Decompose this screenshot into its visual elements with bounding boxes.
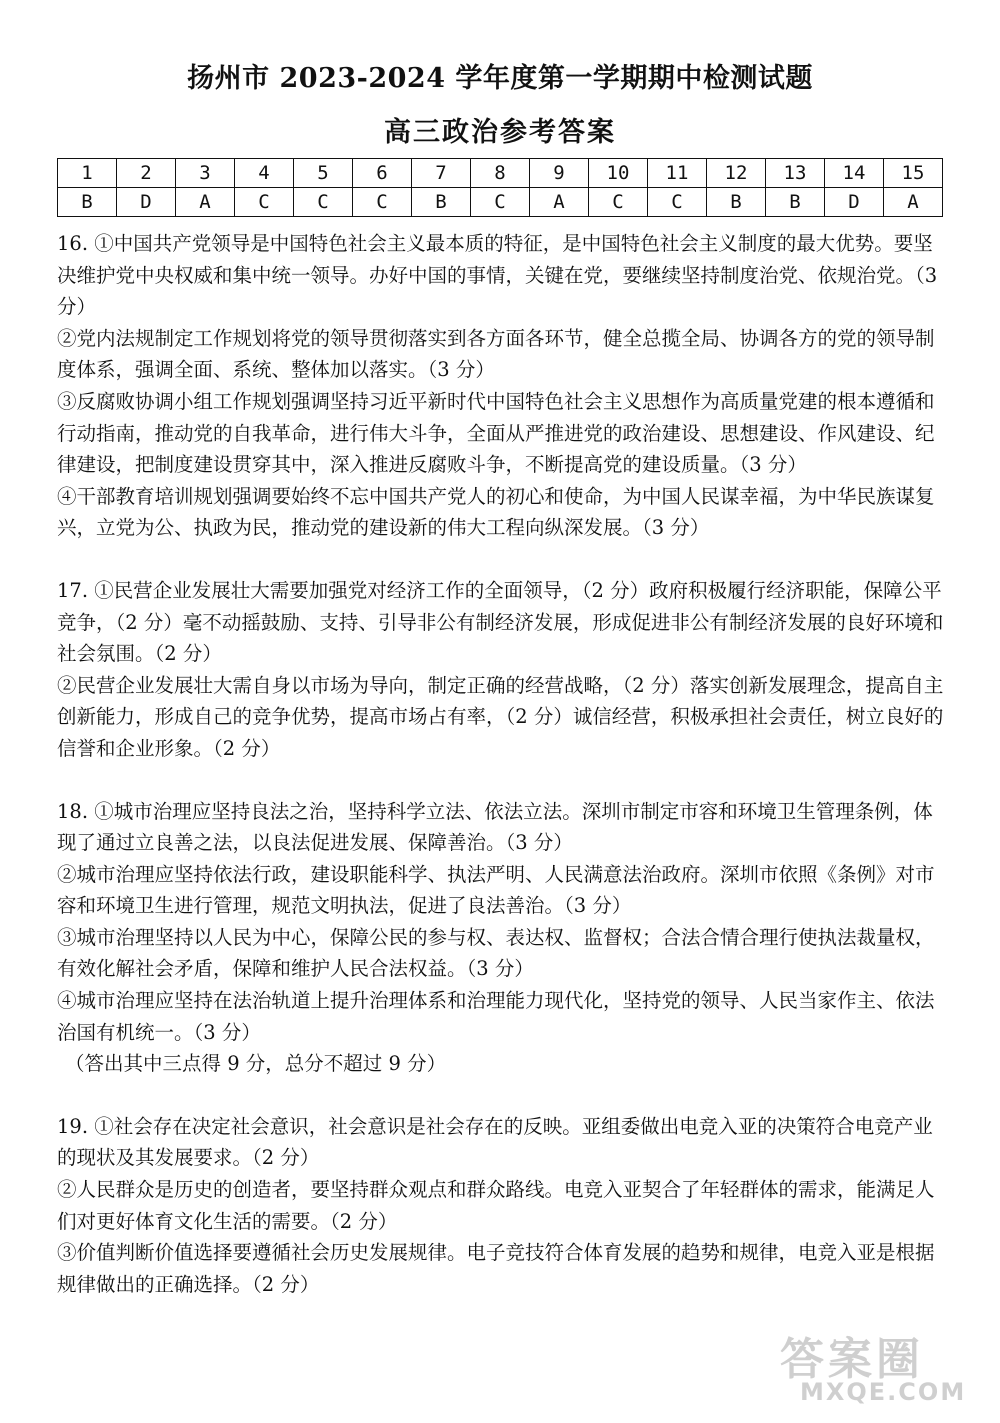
q19-point-2: ②人民群众是历史的创造者，要坚持群众观点和群众路线。电竞入亚契合了年轻群体的需求，能满足人们对更好体育文化生活的需要。（2 分） [57, 1178, 935, 1233]
q17-point-2: ②民营企业发展壮大需自身以市场为导向，制定正确的经营战略，（2 分）落实创新发展理念，提高自主创新能力，形成自己的竞争优势，提高市场占有率，（2 分）诚信经营，积极承担社会责任，树立良好的信誉和企业形象。（2 分） [57, 673, 944, 760]
q18-point-3: ③城市治理坚持以人民为中心，保障公民的参与权、表达权、监督权；合法合情合理行使执法裁量权，有效化解社会矛盾，保障和维护人民合法权益。（3 分） [57, 925, 935, 981]
question-number-cell: 3 [176, 159, 235, 188]
question-number-cell: 11 [648, 159, 707, 188]
page-title: 扬州市 2023-2024 学年度第一学期期中检测试题 [187, 63, 813, 94]
question-number-cell: 5 [294, 159, 353, 188]
question-number-cell: 12 [707, 159, 766, 188]
question-number-cell: 1 [58, 159, 117, 188]
q18-point-1: 18. ①城市治理应坚持良法之治，坚持科学立法、依法立法。深圳市制定市容和环境卫生管理条例，体现了通过立良善之法，以良法促进发展、保障善治。（3 分） [57, 799, 933, 855]
page-subtitle: 高三政治参考答案 [384, 117, 616, 148]
question-18 [57, 796, 947, 1080]
question-number-cell: 14 [825, 159, 884, 188]
question-number-cell: 13 [766, 159, 825, 188]
answer-cell: C [589, 188, 648, 217]
q19-point-1: 19. ①社会存在决定社会意识，社会意识是社会存在的反映。亚组委做出电竞入亚的决策符合电竞产业的现状及其发展要求。（2 分） [57, 1114, 933, 1170]
answer-cell: C [294, 188, 353, 217]
question-17 [57, 575, 947, 765]
q18-scoring-note: （答出其中三点得 9 分，总分不超过 9 分） [65, 1052, 447, 1076]
question-number-cell: 2 [117, 159, 176, 188]
answer-cell: A [884, 188, 943, 217]
watermark-url: MXQE.COM [800, 1378, 967, 1406]
answer-cell: C [235, 188, 294, 217]
q16-point-2: ②党内法规制定工作规划将党的领导贯彻落实到各方面各环节，健全总揽全局、协调各方的党的领导制度体系，强调全面、系统、整体加以落实。（3 分） [57, 326, 935, 382]
answer-cell: D [117, 188, 176, 217]
q16-point-1: 16. ①中国共产党领导是中国特色社会主义最本质的特征，是中国特色社会主义制度的最大优势。要坚决维护党中央权威和集中统一领导。办好中国的事情，关键在党，要继续坚持制度治党、依规治党。（3 分） [57, 232, 938, 319]
answer-row [58, 188, 943, 217]
question-16 [57, 228, 947, 544]
q17-point-1: 17. ①民营企业发展壮大需要加强党对经济工作的全面领导，（2 分）政府积极履行经济职能，保障公平竞争，（2 分）毫不动摇鼓励、支持、引导非公有制经济发展，形成促进非公有制经济发展的良好环境和社会氛围。（2 分） [57, 578, 944, 666]
q18-point-4: ④城市治理应坚持在法治轨道上提升治理体系和治理能力现代化，坚持党的领导、人民当家作主、依法治国有机统一。（3 分） [57, 989, 935, 1044]
answer-cell: C [353, 188, 412, 217]
question-number-cell: 8 [471, 159, 530, 188]
answer-cell: A [530, 188, 589, 217]
answer-cell: C [648, 188, 707, 217]
question-number-cell: 10 [589, 159, 648, 188]
answer-cell: B [412, 188, 471, 217]
answer-table [57, 158, 943, 217]
answer-content [57, 228, 947, 1300]
answer-cell: D [825, 188, 884, 217]
answer-cell: C [471, 188, 530, 217]
question-number-cell: 15 [884, 159, 943, 188]
question-number-cell: 9 [530, 159, 589, 188]
question-number-cell: 4 [235, 159, 294, 188]
q16-point-4: ④干部教育培训规划强调要始终不忘中国共产党人的初心和使命，为中国人民谋幸福，为中华民族谋复兴，立党为公、执政为民，推动党的建设新的伟大工程向纵深发展。（3 分） [57, 484, 935, 540]
question-19 [57, 1111, 947, 1301]
answer-cell: A [176, 188, 235, 217]
question-number-cell: 7 [412, 159, 471, 188]
answer-cell: B [766, 188, 825, 217]
question-number-cell: 6 [353, 159, 412, 188]
answer-cell: B [58, 188, 117, 217]
q16-point-3: ③反腐败协调小组工作规划强调坚持习近平新时代中国特色社会主义思想作为高质量党建的根本遵循和行动指南，推动党的自我革命，进行伟大斗争，全面从严推进党的政治建设、思想建设、作风建设、纪律建设，把制度建设贯穿其中，深入推进反腐败斗争，不断提高党的建设质量。（3 分） [57, 389, 935, 477]
watermark-logo [770, 1323, 970, 1413]
question-number-row [58, 159, 943, 188]
q19-point-3: ③价值判断价值选择要遵循社会历史发展规律。电子竞技符合体育发展的趋势和规律，电竞入亚是根据规律做出的正确选择。（2 分） [57, 1241, 935, 1296]
answer-cell: B [707, 188, 766, 217]
q18-point-2: ②城市治理应坚持依法行政，建设职能科学、执法严明、人民满意法治政府。深圳市依照《条例》对市容和环境卫生进行管理，规范文明执法，促进了良法善治。（3 分） [57, 862, 935, 918]
watermark-text: 答案圈 [780, 1334, 924, 1385]
